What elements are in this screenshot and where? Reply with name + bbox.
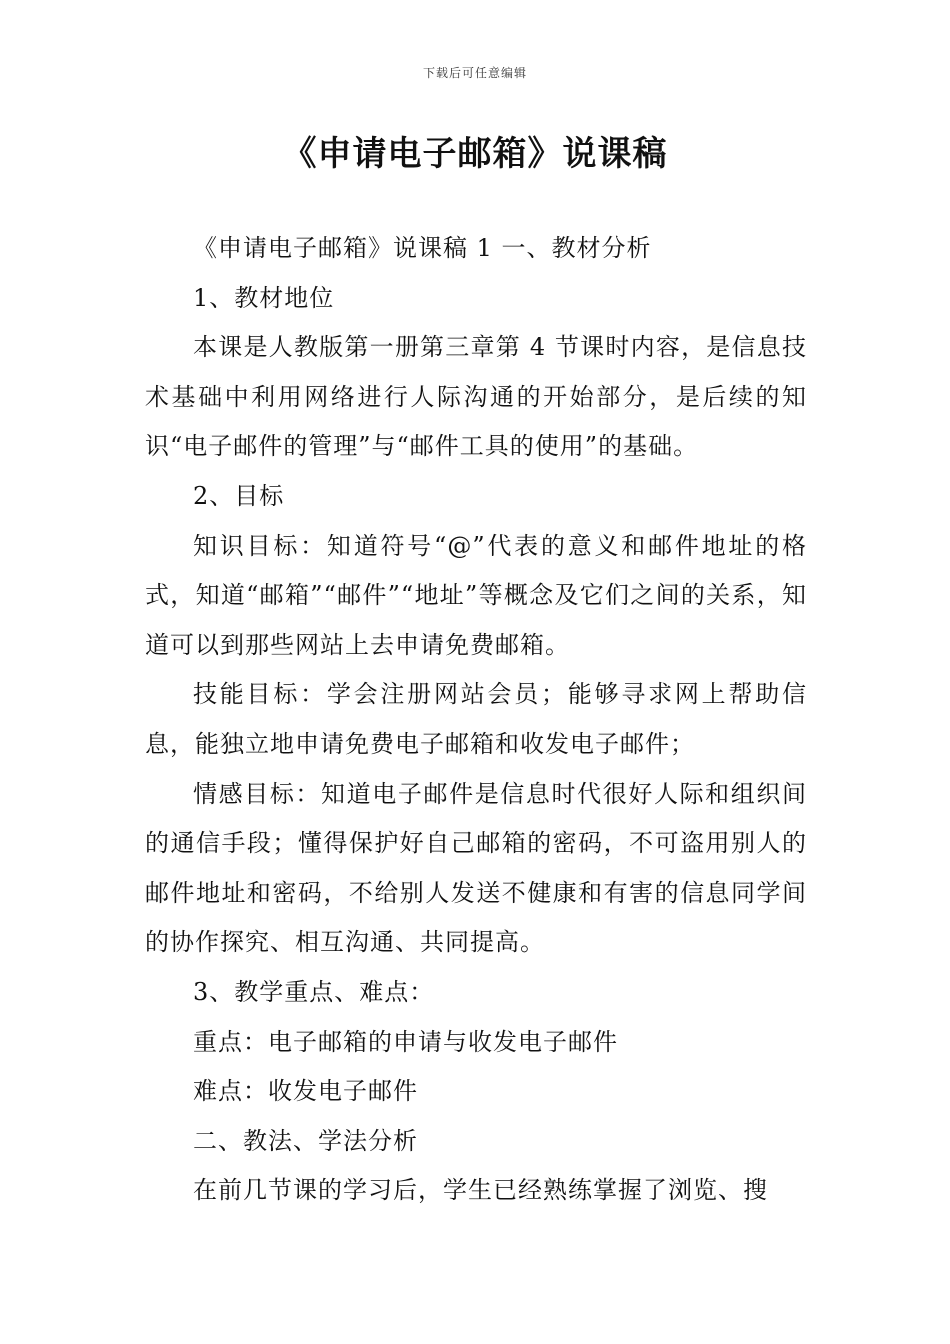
paragraph-methods-text: 在前几节课的学习后，学生已经熟练掌握了浏览、搜 [193, 1176, 768, 1205]
paragraph-difficult-point: 难点：收发电子邮件 [193, 1077, 418, 1106]
paragraph-knowledge-goal: 知识目标：知道符号“@”代表的意义和邮件地址的格式，知道“邮箱”“邮件”“地址”等概念及它们之间的关系，知道可以到那些网站上去申请免费邮箱。 [145, 531, 807, 659]
paragraph-section-intro: 《申请电子邮箱》说课稿 1 一、教材分析 [193, 234, 652, 262]
paragraph-heading-position: 1、教材地位 [193, 283, 335, 312]
document-body [145, 224, 807, 1216]
page-header-note: 下载后可任意编辑 [422, 66, 527, 80]
document-title: 《申请电子邮箱》说课稿 [282, 134, 668, 174]
paragraph-skill-goal: 技能目标：学会注册网站会员；能够寻求网上帮助信息，能独立地申请免费电子邮箱和收发电子邮件； [145, 680, 807, 758]
paragraph-heading-keypoints: 3、教学重点、难点： [193, 977, 435, 1006]
paragraph-heading-methods: 二、教法、学法分析 [193, 1126, 418, 1155]
paragraph-emotion-goal: 情感目标：知道电子邮件是信息时代很好人际和组织间的通信手段；懂得保护好自己邮箱的密码，不可盗用别人的邮件地址和密码，不给别人发送不健康和有害的信息同学间的协作探究、相互沟通、共同提高。 [145, 779, 807, 957]
paragraph-key-point: 重点：电子邮箱的申请与收发电子邮件 [193, 1027, 618, 1056]
paragraph-heading-goals: 2、目标 [193, 481, 285, 510]
paragraph-position-text: 本课是人教版第一册第三章第 4 节课时内容，是信息技术基础中利用网络进行人际沟通的开始部分，是后续的知识“电子邮件的管理”与“邮件工具的使用”的基础。 [145, 333, 807, 461]
